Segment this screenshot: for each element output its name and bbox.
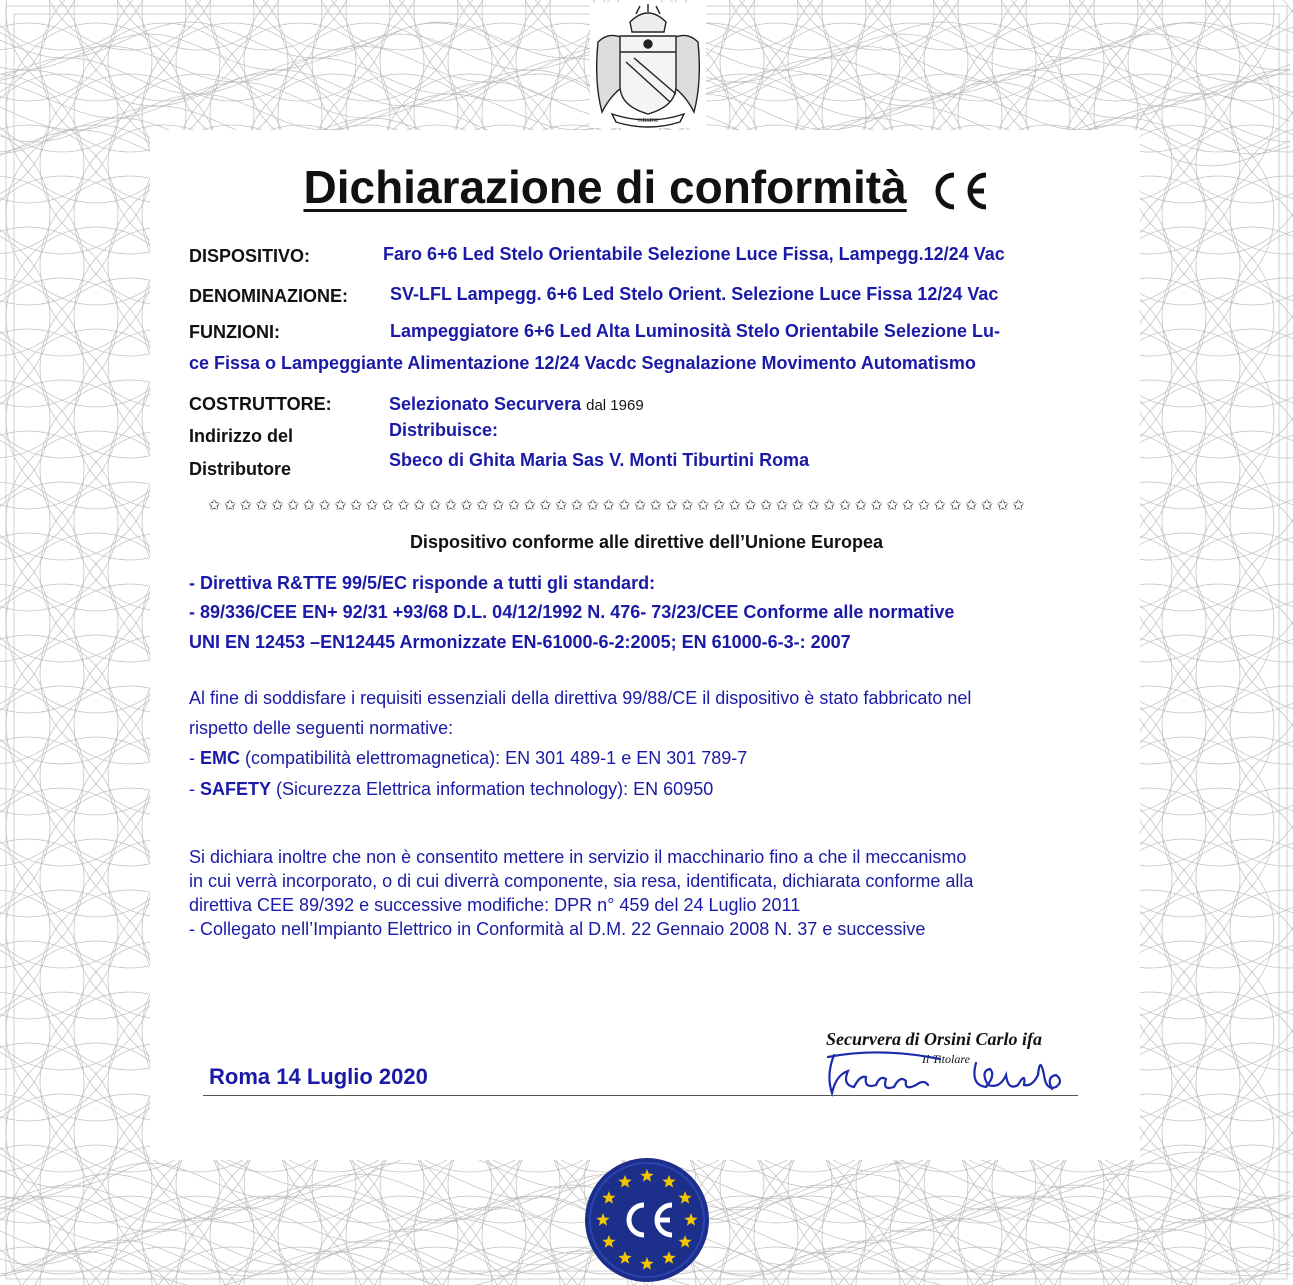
distributore-value: Sbeco di Ghita Maria Sas V. Monti Tiburtini Roma (389, 450, 810, 470)
costruttore-value: Selezionato Securvera (389, 394, 582, 414)
emc-label: EMC (200, 748, 240, 768)
signature-line (203, 1095, 1078, 1096)
ce-eu-seal (584, 1157, 710, 1283)
safety-text: (Sicurezza Elettrica information technology): EN 60950 (271, 779, 714, 799)
ce-mark-icon (928, 169, 990, 213)
handwritten-signature (820, 1045, 1070, 1100)
indirizzo-label-1: Indirizzo del (189, 426, 294, 446)
emc-line (189, 748, 747, 769)
declaration-line-4: - Collegato nell’Impianto Elettrico in Conformità al D.M. 22 Gennaio 2008 N. 37 e successive (189, 919, 926, 939)
requirements-line-2: rispetto delle seguenti normative: (189, 718, 454, 738)
distribuisce-label: Distribuisce: (389, 420, 499, 440)
funzioni-line-2: ce Fissa o Lampeggiante Alimentazione 12/24 Vacdc Segnalazione Movimento Automatismo (189, 353, 976, 373)
requirements-line-1: Al fine di soddisfare i requisiti essenziali della direttiva 99/88/CE il dispositivo è stato fabbricato nel (189, 688, 972, 708)
declaration-line-3: direttiva CEE 89/392 e successive modifiche: DPR n° 459 del 24 Luglio 2011 (189, 895, 801, 915)
emc-text: (compatibilità elettromagnetica): EN 301 489-1 e EN 301 789-7 (240, 748, 748, 768)
issue-date: Roma 14 Luglio 2020 (209, 1064, 428, 1089)
title-text: Dichiarazione di conformità (303, 161, 907, 213)
directive-line-2: - 89/336/CEE EN+ 92/31 +93/68 D.L. 04/12/1992 N. 476- 73/23/CEE Conforme alle normative (189, 602, 955, 622)
company-name: Securvera di Orsini Carlo ifa (826, 1029, 1043, 1049)
dispositivo-label: DISPOSITIVO: (189, 246, 311, 266)
costruttore-value-row (389, 394, 644, 415)
signatory-role: Il Titolare (922, 1052, 970, 1066)
indirizzo-label-2: Distributore (189, 459, 292, 479)
denominazione-value: SV-LFL Lampegg. 6+6 Led Stelo Orient. Selezione Luce Fissa 12/24 Vac (390, 284, 999, 304)
safety-prefix: - (189, 779, 200, 799)
safety-label: SAFETY (200, 779, 272, 799)
star-separator: ✩✩✩✩✩✩✩✩✩✩✩✩✩✩✩✩✩✩✩✩✩✩✩✩✩✩✩✩✩✩✩✩✩✩✩✩✩✩✩✩✩✩✩✩✩✩✩✩✩✩✩✩ (208, 497, 1028, 514)
page-title (0, 160, 1293, 214)
costruttore-since: dal 1969 (586, 397, 644, 414)
crest-banner-text: ORSINI (637, 118, 659, 124)
directive-line-3: UNI EN 12453 –EN12445 Armonizzate EN-61000-6-2:2005; EN 61000-6-3-: 2007 (189, 632, 851, 652)
costruttore-label: COSTRUTTORE: (189, 394, 332, 414)
declaration-line-2: in cui verrà incorporato, o di cui diverrà componente, sia resa, identificata, dichiarata conforme alla (189, 871, 974, 891)
dispositivo-value: Faro 6+6 Led Stelo Orientabile Selezione Luce Fissa, Lampegg.12/24 Vac (383, 244, 1005, 264)
funzioni-label: FUNZIONI: (189, 322, 280, 342)
directive-line-1: - Direttiva R&TTE 99/5/EC risponde a tutti gli standard: (189, 573, 656, 593)
emc-prefix: - (189, 748, 200, 768)
declaration-line-1: Si dichiara inoltre che non è consentito mettere in servizio il macchinario fino a che il meccanismo (189, 847, 967, 867)
denominazione-label: DENOMINAZIONE: (189, 286, 348, 306)
safety-line (189, 779, 713, 800)
conformity-heading: Dispositivo conforme alle direttive dell’Unione Europea (409, 532, 884, 552)
family-crest-logo (590, 2, 706, 128)
funzioni-line-1: Lampeggiatore 6+6 Led Alta Luminosità Stelo Orientabile Selezione Lu- (390, 321, 1000, 341)
